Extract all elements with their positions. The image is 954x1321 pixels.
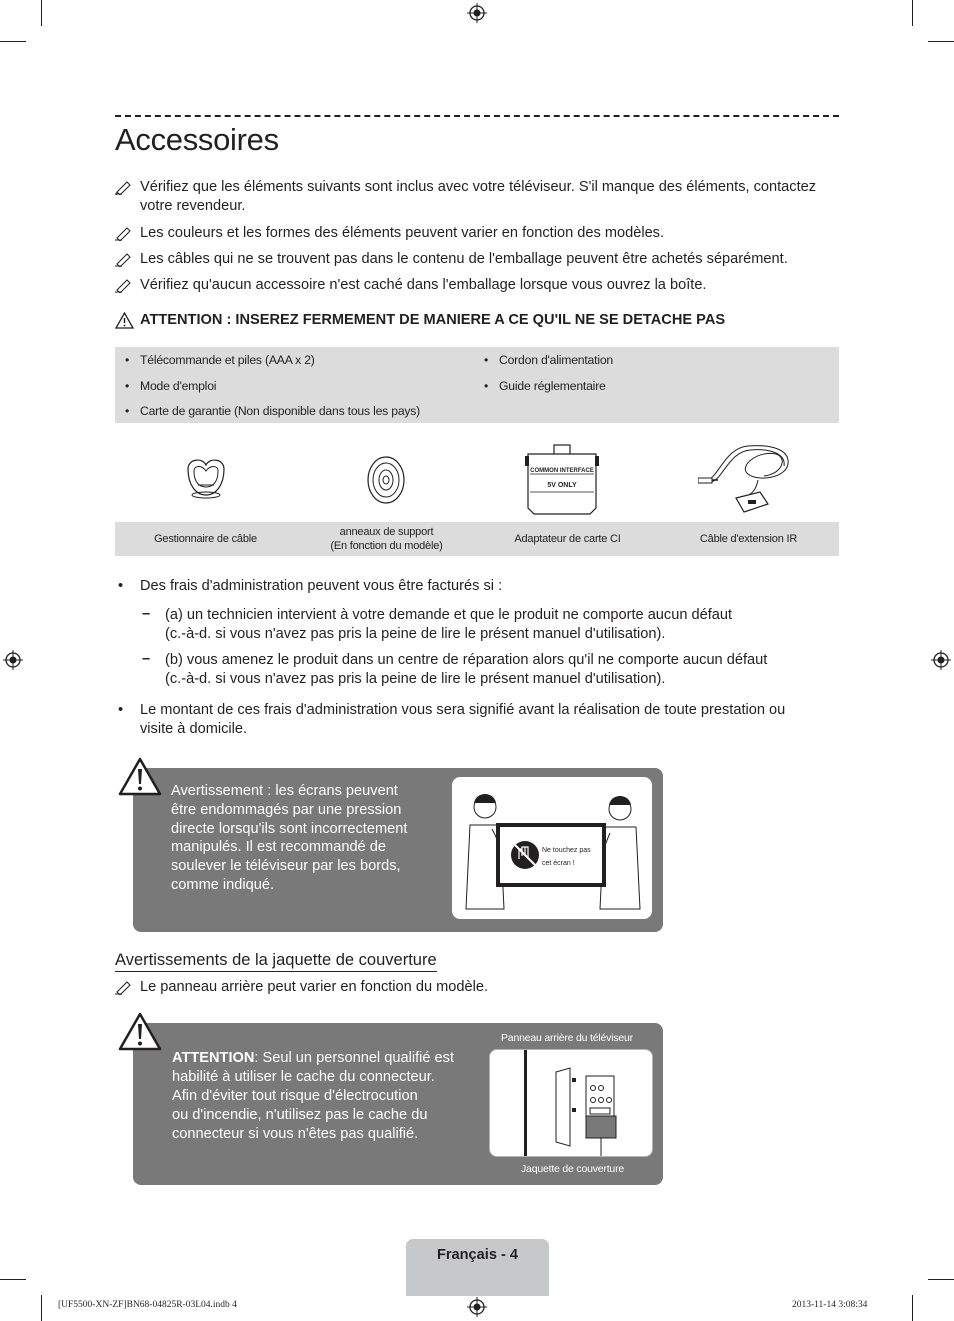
warning-text-line: comme indiqué. [171,877,275,893]
print-slug-file: [UF5500-XN-ZF]BN68-04825R-03L04.indb 4 [58,1300,237,1310]
pencil-note-icon [115,179,133,195]
accessory-label-line: anneaux de support [339,526,434,538]
crop-mark [912,1295,913,1321]
attention-text: : Seul un personnel qualifié est [254,1050,455,1066]
list-item: • [118,702,124,718]
note-item [115,250,835,270]
note-text: Les câbles qui ne se trouvent pas dans le contenu de l'emballage peuvent être achetés séparément. [140,251,788,267]
note-text: Le panneau arrière peut varier en fonction du modèle. [140,979,489,995]
list-item: • Carte de garantie (Non disponible dans tous les pays) [140,404,420,418]
cover-attention-line: habilité à utiliser le cache du connecteur. [172,1069,435,1085]
print-slug-date: 2013-11-14 3:08:34 [792,1300,868,1310]
list-item: • Mode d'emploi [140,379,216,393]
note-text: Vérifiez qu'aucun accessoire n'est caché dans l'emballage lorsque vous ouvrez la boîte. [140,277,707,293]
note-text: Les couleurs et les formes des éléments peuvent varier en fonction des modèles. [140,225,665,241]
warning-text-line: manipulés. Il est recommandé de [171,839,386,855]
list-item: • Guide réglementaire [499,379,606,393]
rear-panel-connectors-icon [490,1050,652,1156]
list-item: • Télécommande et piles (AAA x 2) [140,353,315,367]
accessory-label: Adaptateur de carte CI [514,533,621,545]
list-item: • [118,578,124,594]
rear-panel-illustration [489,1049,653,1157]
crop-mark [912,0,913,26]
fees-item-line: (a) un technicien intervient à votre demande et que le produit ne comporte aucun défaut [165,607,733,623]
cover-attention-line: ou d'incendie, n'utilisez pas le cache du [172,1107,428,1123]
crop-mark [41,0,42,26]
fees-item-line: (c.-à-d. si vous n'avez pas pris la peine de lire le présent manuel d'utilisation). [165,626,666,642]
list-item: • Cordon d'alimentation [499,353,613,367]
warning-text-line: soulever le téléviseur par les bords, [171,858,401,874]
note-item [115,978,835,998]
accessory-label [296,522,477,556]
people-lifting-tv-icon [452,777,652,919]
accessory-label: Gestionnaire de câble [154,533,257,545]
fees-notice-line: visite à domicile. [140,721,248,737]
accessory-label-line: (En fonction du modèle) [330,540,443,552]
warning-triangle-icon [115,312,134,329]
pencil-note-icon [115,277,133,293]
attention-text: ATTENTION : INSEREZ FERMEMENT DE MANIERE A CE QU'IL NE SE DETACHE PAS [140,312,726,328]
ci-card-voltage: 5V ONLY [547,482,577,489]
crop-mark [0,1279,26,1280]
pencil-note-icon [115,225,133,241]
dashed-rule [115,115,839,117]
fees-item-line: (b) vous amenez le produit dans un centre de réparation alors qu'il ne comporte aucun défaut [165,652,768,668]
ir-extension-cable-icon [698,440,794,520]
ci-card-label: COMMON INTERFACE [530,468,594,474]
tv-lifting-illustration [452,777,652,919]
crop-mark [928,41,954,42]
crop-mark [41,1295,42,1321]
note-item [115,224,835,244]
cover-attention-line: Afin d'éviter tout risque d'électrocution [172,1088,418,1104]
crop-mark [928,1279,954,1280]
dont-touch-line: Ne touchez pas [542,847,591,854]
accessory-label: Câble d'extension IR [699,533,798,545]
dash-marker: – [142,651,151,667]
registration-mark-icon [467,1297,487,1317]
registration-mark-icon [931,650,951,670]
cover-attention-line: connecteur si vous n'êtes pas qualifié. [172,1126,419,1142]
pencil-note-icon [115,979,133,995]
note-item [115,276,835,296]
note-text: Vérifiez que les éléments suivants sont inclus avec votre téléviseur. S'il manque des éléments, contactez votre revendeur. [140,179,817,214]
dont-touch-line: cet écran ! [542,860,575,867]
ci-card-adapter-icon [524,444,600,516]
caution-triangle-icon [118,757,162,796]
registration-mark-icon [467,3,487,23]
caution-triangle-icon [118,1012,162,1051]
cover-label: Jaquette de couverture [521,1163,625,1175]
cover-attention-line [172,1049,454,1068]
dash-marker: – [142,606,151,622]
fees-intro: Des frais d'administration peuvent vous être facturés si : [140,578,503,594]
fees-item-line: (c.-à-d. si vous n'avez pas pris la peine de lire le présent manuel d'utilisation). [165,671,666,687]
warning-text-line: être endommagés par une pression [171,802,402,818]
page-title: Accessoires [115,122,279,157]
registration-mark-icon [3,650,23,670]
note-item [115,178,835,218]
rear-panel-label: Panneau arrière du téléviseur [501,1032,633,1044]
cable-manager-icon [182,455,230,501]
page-number: Français - 4 [436,1247,519,1263]
attention-label: ATTENTION [172,1050,255,1066]
pencil-note-icon [115,251,133,267]
holder-ring-icon [366,455,406,505]
warning-text-line: Avertissement : les écrans peuvent [171,783,398,799]
section-heading: Avertissements de la jaquette de couverture [115,951,437,972]
fees-notice-line: Le montant de ces frais d'administration vous sera signifié avant la réalisation de toute prestation ou [140,702,786,718]
warning-text-line: directe lorsqu'ils sont incorrectement [171,821,408,837]
crop-mark [0,41,26,42]
